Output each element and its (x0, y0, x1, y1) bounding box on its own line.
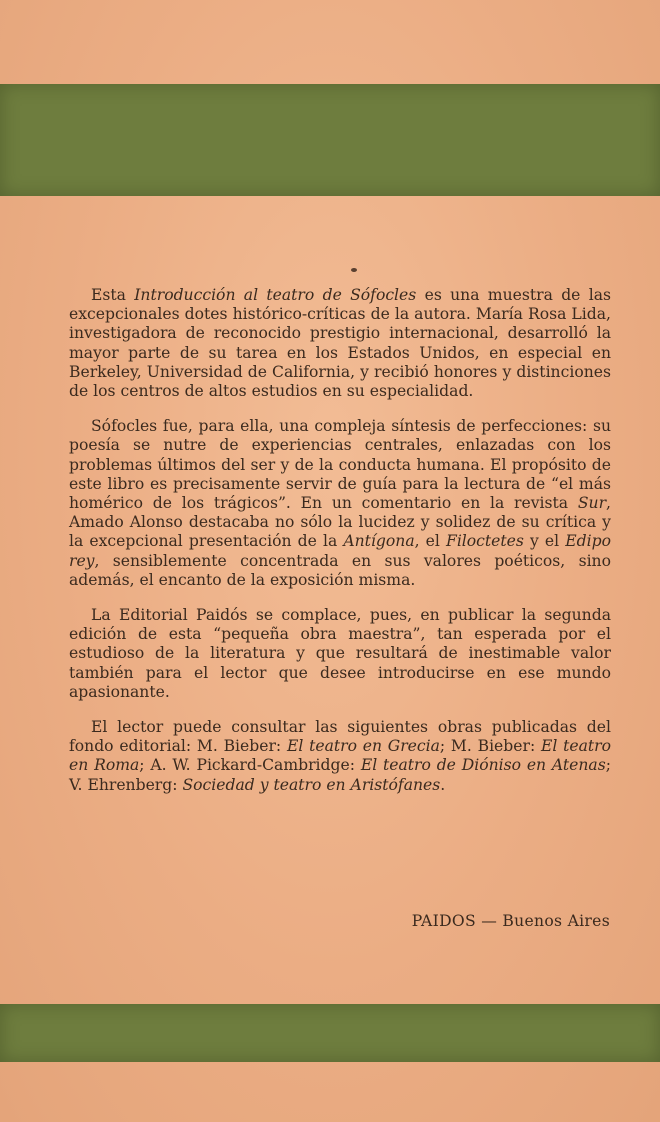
bottom-green-band (0, 1004, 660, 1062)
text-run: Sófocles fue, para ella, una compleja síntesis de perfecciones: su poesía se nutre de experiencias centrales, enlazadas con los problemas últimos del ser y de la conducta humana. El propósito de este libro es precisamente servir de guía para la lectura de “el más homérico de los trágicos”. En un comentario en la revista (69, 417, 611, 513)
text-run: ; V. Ehrenberg: (69, 756, 611, 794)
work-title-italic: Filoctetes (446, 532, 524, 551)
paragraph-sophocles (69, 417, 611, 590)
journal-title-italic: Sur (577, 494, 607, 513)
back-cover-blurb (69, 286, 611, 811)
paragraph-intro (69, 286, 611, 401)
work-title-italic: El teatro en Roma (69, 737, 611, 775)
text-run: Esta (91, 286, 135, 304)
text-run: ; M. Bieber: (439, 737, 541, 756)
publisher-imprint: PAIDOS — Buenos Aires (411, 912, 610, 930)
work-title-italic: El teatro de Dióniso en Atenas (360, 756, 606, 775)
work-title-italic: Edipo rey (69, 532, 611, 570)
text-run: , Amado Alonso destacaba no sólo la lucidez y solidez de su crítica y la excepcional presentación de la (69, 494, 611, 551)
text-run: es una muestra de las excepcionales dotes histórico-críticas de la autora. María Rosa Lida, investigadora de reconocido prestigio internacional, desarrolló la mayor parte de su tarea en los Estados Unidos, en especial en Berkeley, Universidad de California, y recibió honores y distinciones de los centros de altos estudios en su especialidad. (69, 286, 611, 401)
paragraph-publisher: La Editorial Paidós se complace, pues, en publicar la segunda edición de esta “pequeña obra maestra”, tan esperada por el estudioso de la literatura y que resultará de inestimable valor también para el lector que desee introducirse en ese mundo apasionante. (69, 606, 611, 701)
text-run: , el (414, 532, 446, 551)
work-title-italic: Sociedad y teatro en Aristófanes (182, 775, 441, 794)
book-title-italic: Introducción al teatro de Sófocles (134, 286, 417, 304)
text-run: ; A. W. Pickard-Cambridge: (139, 756, 361, 775)
work-title-italic: Antígona (343, 532, 415, 551)
text-run: y el (523, 532, 566, 551)
top-green-band (0, 84, 660, 196)
paragraph-related-works (69, 718, 611, 795)
text-run: , sensiblemente concentrada en sus valores poéticos, sino además, el encanto de la exposición misma. (69, 551, 611, 589)
work-title-italic: El teatro en Grecia (286, 737, 440, 756)
text-run: El lector puede consultar las siguientes obras publicadas del fondo editorial: M. Bieber: (69, 718, 611, 756)
text-run: . (440, 775, 446, 794)
ornament-dot (351, 268, 357, 272)
